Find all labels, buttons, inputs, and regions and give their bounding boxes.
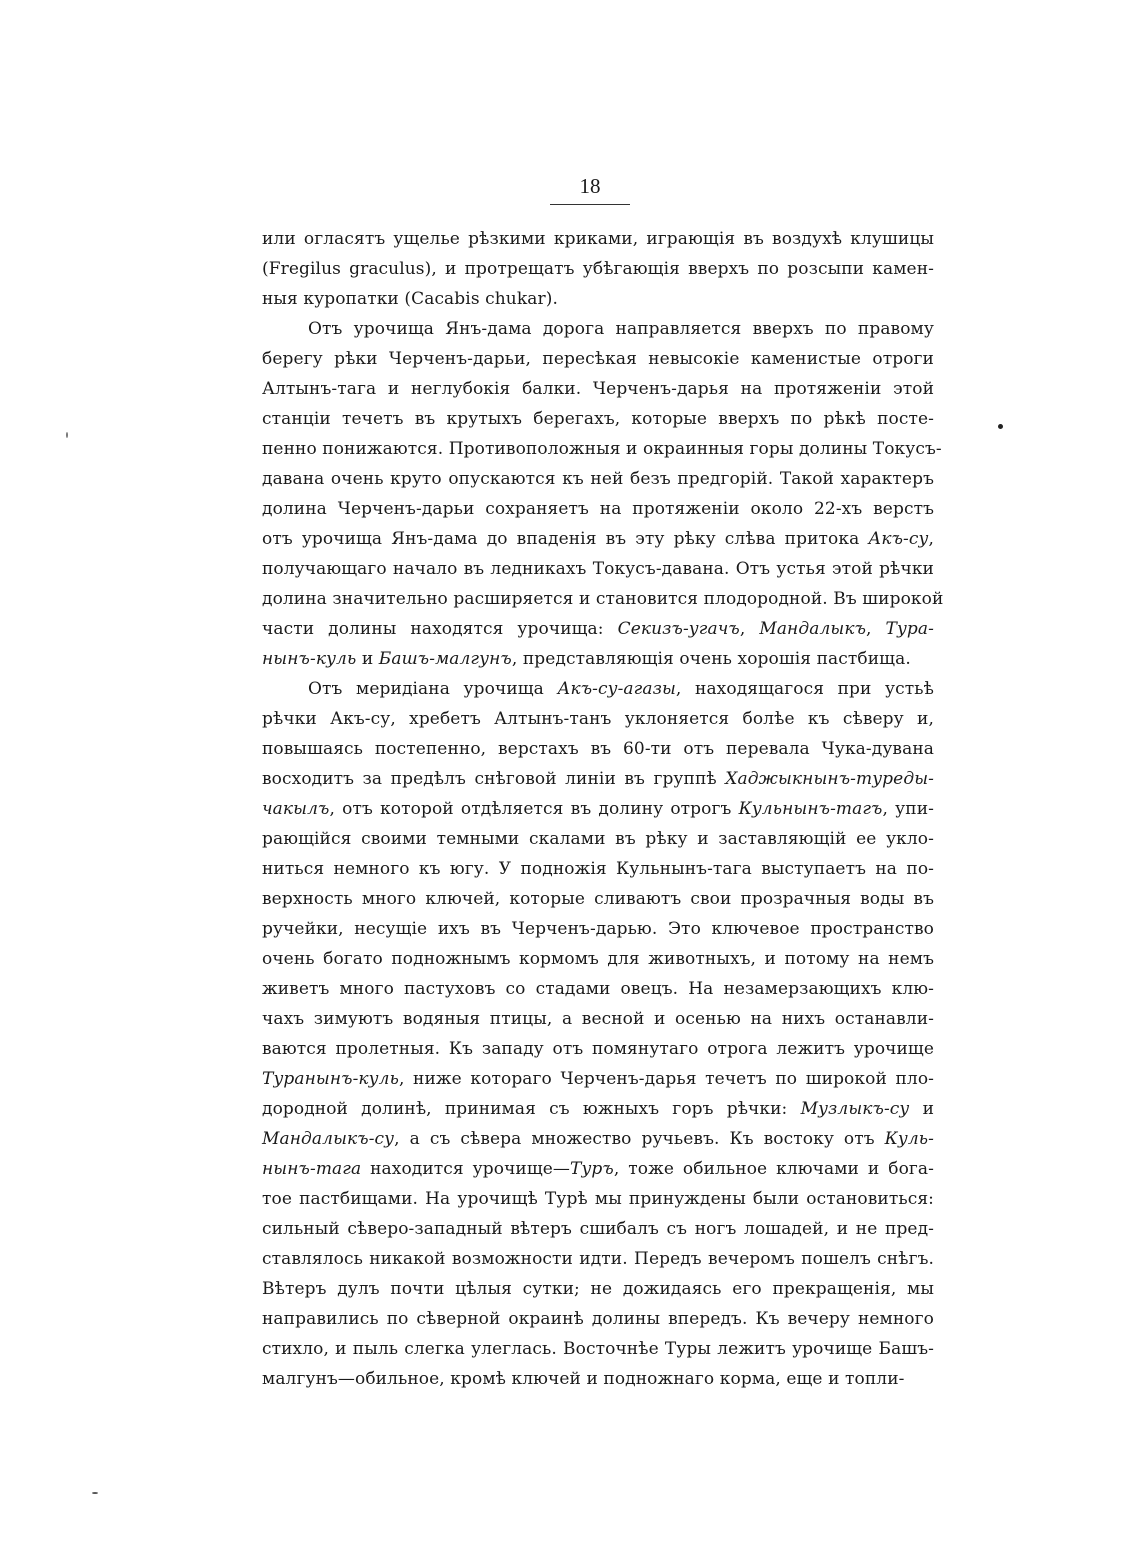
text-segment: и <box>356 649 379 669</box>
place-name-italic: Туранынъ-куль <box>262 1069 399 1089</box>
page-number: 18 <box>579 174 601 198</box>
text-segment: , <box>866 619 886 639</box>
place-name-italic: Музлыкъ-су <box>800 1099 910 1119</box>
text-line: повышаясь постепенно, верстахъ въ 60-ти отъ перевала Чука-дувана <box>262 739 934 759</box>
text-line: или огласятъ ущелье рѣзкими криками, играющія въ воздухѣ клушицы <box>262 229 934 249</box>
text-line <box>262 1064 934 1094</box>
text-line: получающаго начало въ ледникахъ Токусъ-давана. Отъ устья этой рѣчки <box>262 559 934 579</box>
text-line <box>262 764 934 794</box>
scan-speck <box>998 424 1003 429</box>
place-name-italic: нынъ-куль <box>262 649 357 669</box>
text-line: Отъ урочища Янъ-дама дорога направляется вверхъ по правому <box>308 319 934 339</box>
text-line <box>262 794 934 824</box>
text-line: ныя куропатки (Cacabis chukar). <box>262 289 558 309</box>
text-segment: восходитъ за предѣлъ снѣговой линіи въ группѣ <box>262 769 726 789</box>
text-line: рѣчки Акъ-су, хребетъ Алтынъ-танъ уклоняется болѣе къ сѣверу и, <box>262 709 934 729</box>
text-line: тое пастбищами. На урочищѣ Турѣ мы принуждены были остановиться: <box>262 1189 934 1209</box>
text-line: ручейки, несущіе ихъ въ Черченъ-дарью. Это ключевое пространство <box>262 919 934 939</box>
text-line: рающійся своими темными скалами въ рѣку и заставляющій ее укло- <box>262 829 934 849</box>
text-segment: , а съ сѣвера множество ручьевъ. Къ востоку отъ <box>394 1129 885 1149</box>
text-line <box>262 614 934 644</box>
text-segment: находится урочище— <box>361 1159 571 1179</box>
body-text <box>262 224 944 1394</box>
text-line: (Fregilus graculus), и протрещатъ убѣгающія вверхъ по розсыпи камен- <box>262 259 934 279</box>
text-line: берегу рѣки Черченъ-дарьи, пересѣкая невысокіе каменистые отроги <box>262 349 934 369</box>
text-line: чахъ зимуютъ водяныя птицы, а весной и осенью на нихъ останавли- <box>262 1009 934 1029</box>
place-name-italic: Акъ-су-агазы <box>557 679 676 699</box>
place-name-italic: Акъ-су <box>868 529 929 549</box>
scan-speck <box>92 1492 98 1494</box>
text-line: верхность много ключей, которые сливаютъ свои прозрачныя воды въ <box>262 889 934 909</box>
text-segment: , <box>739 619 760 639</box>
text-segment: и <box>909 1099 934 1119</box>
text-segment: отъ урочища Янъ-дама до впаденія въ эту рѣку слѣва притока <box>262 529 869 549</box>
text-line: Алтынъ-тага и неглубокія балки. Черченъ-дарья на протяженіи этой <box>262 379 934 399</box>
text-segment: дородной долинѣ, принимая съ южныхъ горъ рѣчки: <box>262 1099 801 1119</box>
text-line: ставлялось никакой возможности идти. Передъ вечеромъ пошелъ снѣгъ. <box>262 1249 934 1269</box>
text-line: ваются пролетныя. Къ западу отъ помянутаго отрога лежитъ урочище <box>262 1039 934 1059</box>
text-segment: Отъ меридіана урочища <box>308 679 558 699</box>
text-segment: , <box>928 529 934 549</box>
place-name-italic: Мандалыкъ <box>759 619 867 639</box>
text-line <box>262 674 934 704</box>
text-line: долина Черченъ-дарьи сохраняетъ на протяженіи около 22-хъ верстъ <box>262 499 934 519</box>
text-line: Вѣтеръ дулъ почти цѣлыя сутки; не дожидаясь его прекращенія, мы <box>262 1279 934 1299</box>
text-segment: , представляющія очень хорошія пастбища. <box>511 649 911 669</box>
text-line: ниться немного къ югу. У подножія Кульнынъ-тага выступаетъ на по- <box>262 859 934 879</box>
text-segment: , ниже котораго Черченъ-дарья течетъ по широкой пло- <box>398 1069 934 1089</box>
place-name-italic: чакылъ <box>262 799 330 819</box>
text-line: малгунъ—обильное, кромѣ ключей и подножнаго корма, еще и топли- <box>262 1369 905 1389</box>
scan-speck <box>66 432 68 438</box>
text-line: пенно понижаются. Противоположныя и окраинныя горы долины Токусъ- <box>262 439 942 459</box>
text-segment: , тоже обильное ключами и бога- <box>613 1159 934 1179</box>
place-name-italic: Кульнынъ-тагъ <box>738 799 883 819</box>
text-segment: , находящагося при устьѣ <box>675 679 934 699</box>
text-segment: , отъ которой отдѣляется въ долину отрогъ <box>329 799 739 819</box>
place-name-italic: нынъ-тага <box>262 1159 362 1179</box>
text-line <box>262 1094 934 1124</box>
place-name-italic: Тура- <box>885 619 934 639</box>
text-line: давана очень круто опускаются къ ней безъ предгорій. Такой характеръ <box>262 469 934 489</box>
place-name-italic: Башъ-малгунъ <box>378 649 512 669</box>
text-line: стихло, и пыль слегка улеглась. Восточнѣе Туры лежитъ урочище Башъ- <box>262 1339 934 1359</box>
place-name-italic: Хаджыкнынъ-туреды- <box>725 769 934 789</box>
place-name-italic: Туръ <box>570 1159 614 1179</box>
text-line: сильный сѣверо-западный вѣтеръ сшибалъ съ ногъ лошадей, и не пред- <box>262 1219 934 1239</box>
text-line <box>262 1124 934 1154</box>
text-line: живетъ много пастуховъ со стадами овецъ. На незамерзающихъ клю- <box>262 979 934 999</box>
text-line: станціи течетъ въ крутыхъ берегахъ, которые вверхъ по рѣкѣ посте- <box>262 409 934 429</box>
text-line: долина значительно расширяется и становится плодородной. Въ широкой <box>262 589 944 609</box>
text-line <box>262 1154 934 1184</box>
place-name-italic: Секизъ-угачъ <box>617 619 740 639</box>
place-name-italic: Куль- <box>884 1129 934 1149</box>
text-segment: , упи- <box>882 799 934 819</box>
text-line: очень богато подножнымъ кормомъ для животныхъ, и потому на немъ <box>262 949 934 969</box>
text-line: направились по сѣверной окраинѣ долины впередъ. Къ вечеру немного <box>262 1309 934 1329</box>
text-line <box>262 644 934 674</box>
text-segment: части долины находятся урочища: <box>262 619 618 639</box>
place-name-italic: Мандалыкъ-су <box>262 1129 395 1149</box>
page-number-rule <box>550 204 630 205</box>
text-line <box>262 524 934 554</box>
